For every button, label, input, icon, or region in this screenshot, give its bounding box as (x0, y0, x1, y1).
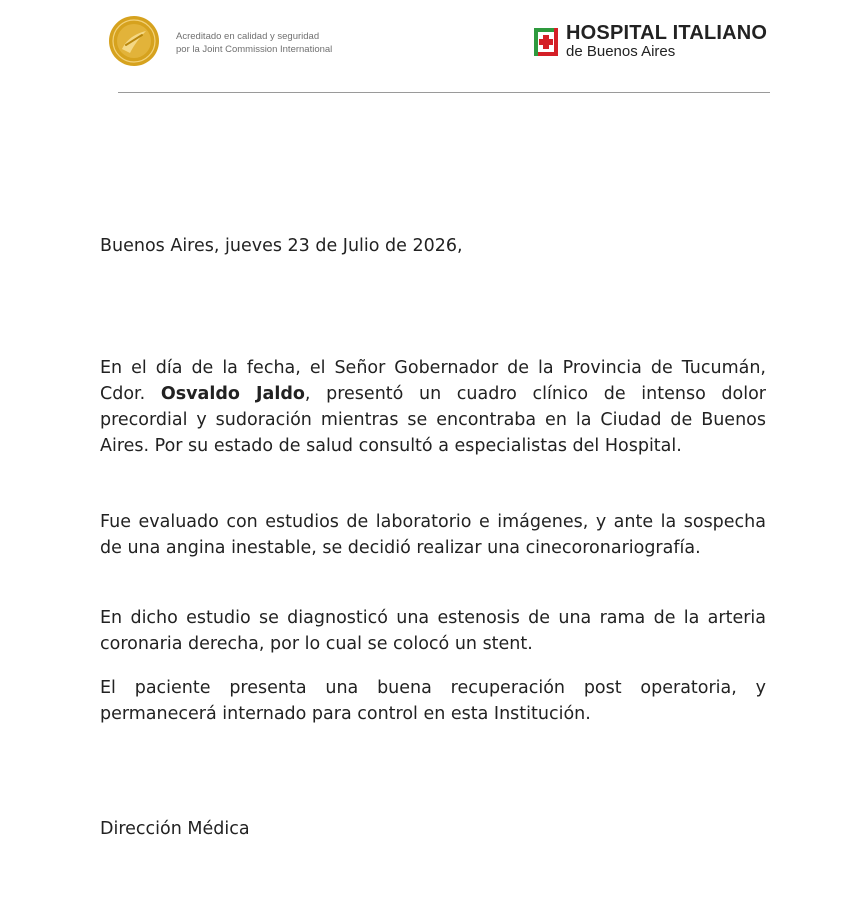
paragraph-1 (100, 355, 766, 459)
accreditation-line2: por la Joint Commission International (176, 44, 333, 55)
joint-commission-seal-icon (108, 15, 160, 67)
paragraph-1-start: En el día de la fecha, el Señor Gobernador de la Provincia de Tucumán, Cdor. (100, 358, 766, 404)
paragraph-2: Fue evaluado con estudios de laboratorio e imágenes, y ante la sospecha de una angina inestable, se decidió realizar una cinecoronariografía. (100, 512, 766, 558)
paragraph-1-end: , presentó un cuadro clínico de intenso dolor precordial y sudoración mientras se encontraba en la Ciudad de Buenos Aires. Por su estado de salud consultó a especialistas del Hospital. (100, 384, 766, 456)
date-line: Buenos Aires, jueves 23 de Julio de 2026, (100, 236, 463, 256)
paragraph-3: En dicho estudio se diagnosticó una estenosis de una rama de la arteria coronaria derecha, por lo cual se colocó un stent. (100, 608, 766, 654)
accreditation-line1: Acreditado en calidad y seguridad (176, 31, 320, 42)
hospital-name-line2: de Buenos Aires (566, 43, 676, 60)
governor-name: Osvaldo Jaldo (160, 384, 305, 404)
hospital-name (566, 22, 767, 60)
paragraph-4: El paciente presenta una buena recuperación post operatoria, y permanecerá internado para control en esta Institución. (100, 678, 766, 724)
header-divider (118, 92, 770, 93)
hospital-cross-logo-icon (530, 26, 562, 58)
hospital-name-line1: HOSPITAL ITALIANO (566, 22, 768, 44)
letterhead (0, 0, 850, 100)
signature: Dirección Médica (100, 819, 250, 839)
accreditation-text (176, 30, 332, 56)
